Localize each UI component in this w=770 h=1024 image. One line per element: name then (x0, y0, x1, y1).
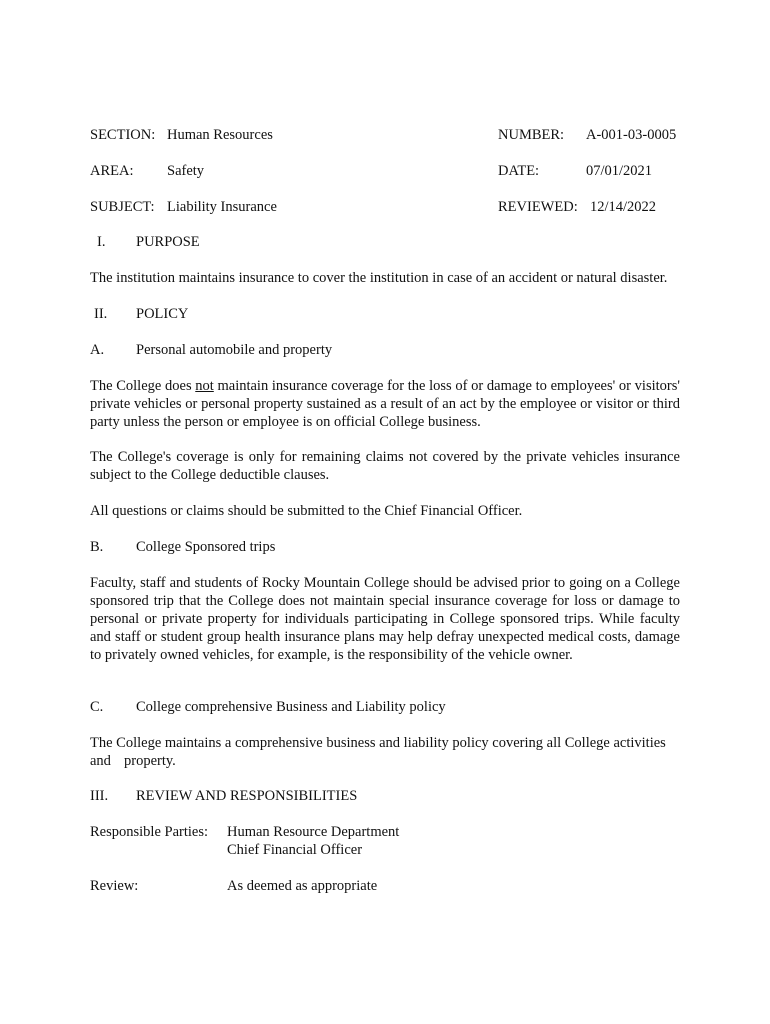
reviewed-value: 12/14/2022 (590, 199, 657, 215)
area-label: AREA: (90, 163, 134, 179)
responsible-party-2: Chief Financial Officer (227, 842, 363, 858)
number-value: A-001-03-0005 (586, 127, 677, 143)
subject-label: SUBJECT: (90, 199, 155, 215)
policy-numeral: II. (94, 306, 108, 322)
section-value: Human Resources (167, 127, 273, 143)
review-label: Review: (90, 878, 139, 894)
policy-c-paragraph-and: and (90, 753, 111, 769)
purpose-numeral: I. (97, 234, 106, 250)
policy-c-heading: College comprehensive Business and Liability policy (136, 699, 446, 715)
policy-a-p1-start: The College does (90, 378, 196, 394)
policy-heading: POLICY (136, 306, 189, 322)
policy-c-letter: C. (90, 699, 104, 715)
review-numeral: III. (90, 788, 109, 804)
policy-c-paragraph-line-1: The College maintains a comprehensive business and liability policy covering all College activities (90, 735, 666, 751)
responsible-parties-label: Responsible Parties: (90, 824, 209, 840)
policy-b-paragraph: Faculty, staff and students of Rocky Mountain College should be advised prior to going on a College sponsored trip that the College does not maintain special insurance coverage for loss or damage to personal or private property for individuals participating in College sponsored trips. While faculty and staff or student group health insurance plans may help defray unexpected medical costs, damage to privately owned vehicles, for example, is the responsibility of the vehicle owner. (90, 575, 680, 663)
area-value: Safety (167, 163, 205, 179)
section-label: SECTION: (90, 127, 156, 143)
date-label: DATE: (498, 163, 540, 179)
review-heading: REVIEW AND RESPONSIBILITIES (136, 788, 358, 804)
subject-value: Liability Insurance (167, 199, 277, 215)
policy-b-letter: B. (90, 539, 104, 555)
date-value: 07/01/2021 (586, 163, 653, 179)
policy-a-letter: A. (90, 342, 105, 358)
number-label: NUMBER: (498, 127, 565, 143)
policy-a-p1-emphasis: not (195, 378, 214, 394)
policy-a-paragraph-2: The College's coverage is only for remaining claims not covered by the private vehicles insurance subject to the College deductible clauses. (90, 449, 680, 483)
policy-a-paragraph-3: All questions or claims should be submitted to the Chief Financial Officer. (90, 503, 523, 519)
policy-b-heading: College Sponsored trips (136, 539, 276, 555)
policy-c-paragraph-property: property. (124, 753, 176, 769)
policy-a-p1-rest: maintain insurance coverage for the loss of or damage to employees' or visitors' private vehicles or personal property sustained as a result of an act by the employee or visitor or third party unless the person or employee is on official College business. (90, 378, 680, 430)
responsible-party-1: Human Resource Department (227, 824, 400, 840)
reviewed-label: REVIEWED: (498, 199, 578, 215)
policy-a-paragraph-1 (90, 377, 680, 431)
policy-a-heading: Personal automobile and property (136, 342, 333, 358)
purpose-text: The institution maintains insurance to cover the institution in case of an accident or natural disaster. (90, 270, 668, 286)
review-value: As deemed as appropriate (227, 878, 378, 894)
purpose-heading: PURPOSE (136, 234, 200, 250)
